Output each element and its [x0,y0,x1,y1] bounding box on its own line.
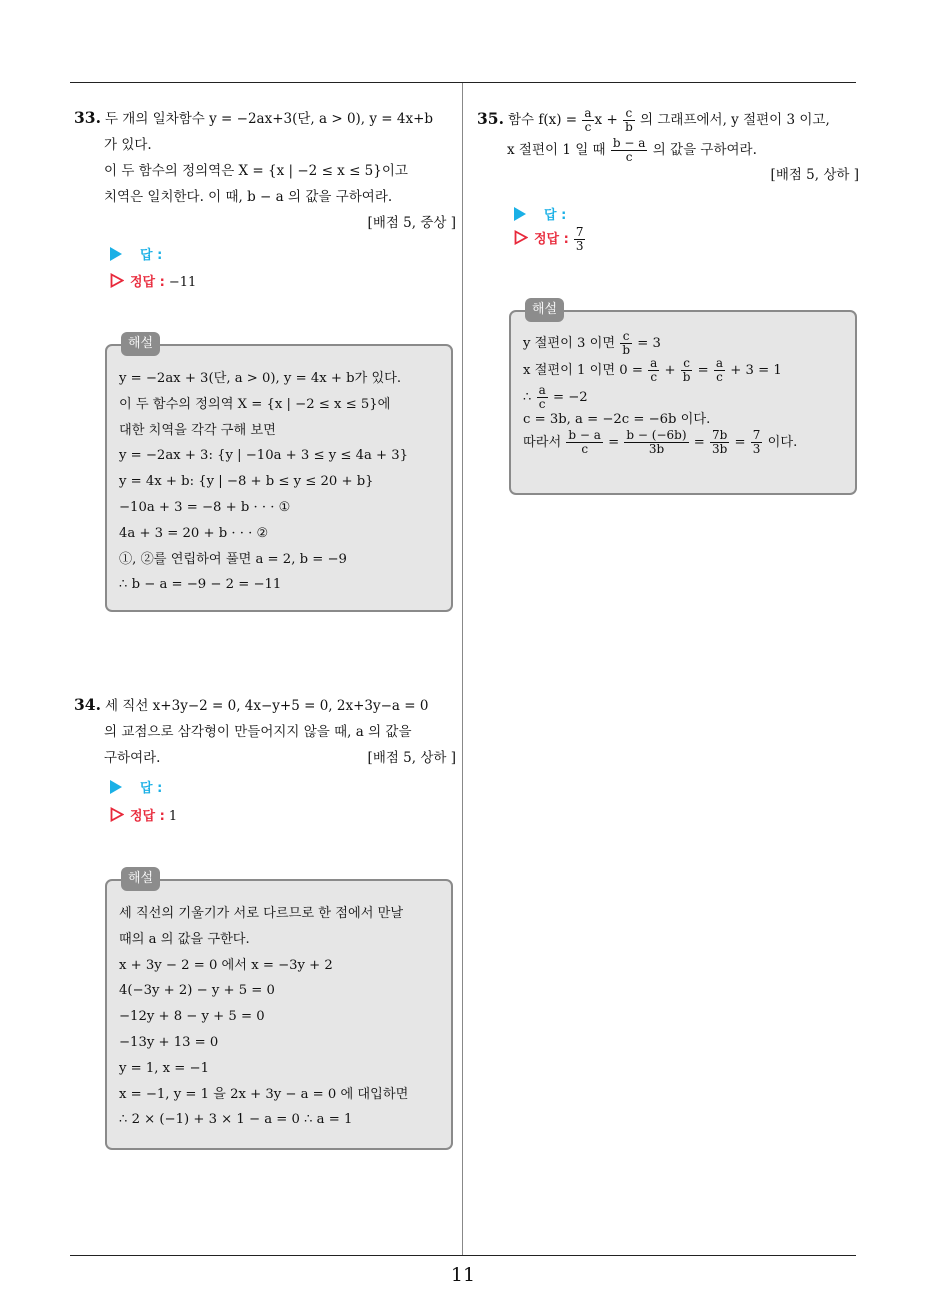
answer-row [110,244,162,263]
solution-line: ∴ b − a = −9 − 2 = −11 [119,577,282,593]
score-label: [배점 5, 중상 ] [367,215,456,231]
outline-triangle-icon [514,230,528,249]
solution-line: ∴ 2 × (−1) + 3 × 1 − a = 0 ∴ a = 1 [119,1112,353,1128]
solution-line: −10a + 3 = −8 + b · · · ① [119,499,291,515]
solution-line: x = −1, y = 1 을 2x + 3y − a = 0 에 대입하면 [119,1086,409,1102]
fraction: $\frac{7}{3}$ [752,428,761,456]
fraction: $\frac{a}{c}$ [584,106,592,134]
solution-line: 4(−3y + 2) − y + 5 = 0 [119,983,275,999]
solution-tab: 해설 [525,298,564,322]
correct-answer-row [514,226,586,253]
fraction: $\frac{c}{b}$ [622,329,631,357]
problem-text: 함수 f(x) = [507,112,578,128]
solution-line: −12y + 8 − y + 5 = 0 [119,1009,265,1025]
solution-line: x + 3y − 2 = 0 에서 x = −3y + 2 [119,957,333,973]
solution-line: y = 1, x = −1 [119,1060,209,1076]
solution-line: y 절편이 3 이면 $\frac{c}{b}$ = 3 [523,329,661,357]
problem-text: 두 개의 일차함수 y = −2ax+3(단, a > 0), y = 4x+b [104,111,434,127]
problem-text: 의 교점으로 삼각형이 만들어지지 않을 때, a 의 값을 [104,724,412,740]
problem-text: x + [594,112,618,128]
score-label: [배점 5, 상하 ] [367,750,456,766]
solution-line: y = 4x + b: {y | −8 + b ≤ y ≤ 20 + b} [119,474,374,490]
solution-line: y = −2ax + 3(단, a > 0), y = 4x + b가 있다. [119,371,402,386]
problem-34 [74,692,456,771]
problem-text: 치역은 일치한다. 이 때, b − a 의 값을 구하여라. [104,189,393,205]
fraction: $\frac{a}{c}$ [538,383,546,411]
play-triangle-icon [110,247,122,261]
answer-row [110,777,162,796]
fraction: $\frac{b - (-6b)}{3b}$ [626,428,687,456]
problem-text: x 절편이 1 일 때 [507,142,606,158]
solution-box-33 [105,336,453,612]
solution-line: 때의 a 의 값을 구한다. [119,931,250,947]
correct-value: −11 [168,275,197,290]
solution-box-34 [105,871,453,1150]
problem-number: 35. [477,109,504,128]
solution-line: 이 두 함수의 정의역 X = {x | −2 ≤ x ≤ 5}에 [119,396,391,412]
problem-33 [74,105,456,236]
correct-label: 정답 : [130,275,165,290]
play-triangle-icon [514,207,526,221]
problem-text: 의 값을 구하여라. [652,142,757,158]
fraction: $\frac{7b}{3b}$ [712,428,728,456]
solution-line: ①, ②를 연립하여 풀면 a = 2, b = −9 [119,551,347,567]
answer-label: 답 : [140,248,163,263]
problem-number: 34. [74,695,101,714]
problem-number: 33. [74,108,101,127]
correct-answer-row [110,271,196,292]
play-triangle-icon [110,780,122,794]
problem-35 [477,104,859,185]
correct-answer-row [110,805,177,826]
solution-line: −13y + 13 = 0 [119,1034,219,1050]
fraction: $\frac{c}{b}$ [625,106,633,134]
fraction: $\frac{a}{c}$ [650,356,658,384]
header-rule [70,82,856,83]
correct-value: 1 [168,809,178,824]
fraction: $\frac{b - a}{c}$ [612,136,646,164]
score-label: [배점 5, 상하 ] [770,167,859,183]
problem-text: 가 있다. [104,137,152,153]
column-divider [462,83,463,1255]
solution-line: 따라서 $\frac{b - a}{c}$ = $\frac{b - (-6b)}{3b}$ = $\frac{7b}{3b}$ = $\frac{7}{3}$ 이다. [523,428,798,456]
answer-row [514,204,566,223]
solution-line: c = 3b, a = −2c = −6b 이다. [523,412,711,427]
fraction: $\frac{a}{c}$ [715,356,724,384]
solution-tab: 해설 [121,867,160,891]
correct-label: 정답 : [130,809,165,824]
problem-text: 의 그래프에서, y 절편이 3 이고, [640,112,830,128]
solution-line: x 절편이 1 이면 0 = $\frac{a}{c}$ + $\frac{c}{b}$ = $\frac{a}{c}$ + 3 = 1 [523,356,782,384]
page-number: 11 [450,1264,476,1286]
solution-tab: 해설 [121,332,160,356]
solution-line: ∴ $\frac{a}{c}$ = −2 [523,383,588,411]
problem-text: 구하여라. [104,750,161,766]
solution-box-35 [509,302,857,495]
solution-line: 세 직선의 기울기가 서로 다르므로 한 점에서 만날 [119,906,404,921]
fraction: $\frac{b - a}{c}$ [568,428,601,456]
footer-rule [70,1255,856,1256]
solution-line: 대한 치역을 각각 구해 보면 [119,422,276,438]
fraction: $\frac{c}{b}$ [682,356,691,384]
answer-label: 답 : [140,781,163,796]
outline-triangle-icon [110,807,124,826]
correct-value-fraction: $\frac{7}{3}$ [575,225,584,253]
problem-text: 이 두 함수의 정의역은 X = {x | −2 ≤ x ≤ 5}이고 [104,163,408,179]
correct-label: 정답 : [534,232,569,247]
outline-triangle-icon [110,273,124,292]
solution-line: y = −2ax + 3: {y | −10a + 3 ≤ y ≤ 4a + 3} [119,448,409,464]
problem-text: 세 직선 x+3y−2 = 0, 4x−y+5 = 0, 2x+3y−a = 0 [104,698,429,714]
answer-label: 답 : [544,208,567,223]
solution-line: 4a + 3 = 20 + b · · · ② [119,525,269,541]
